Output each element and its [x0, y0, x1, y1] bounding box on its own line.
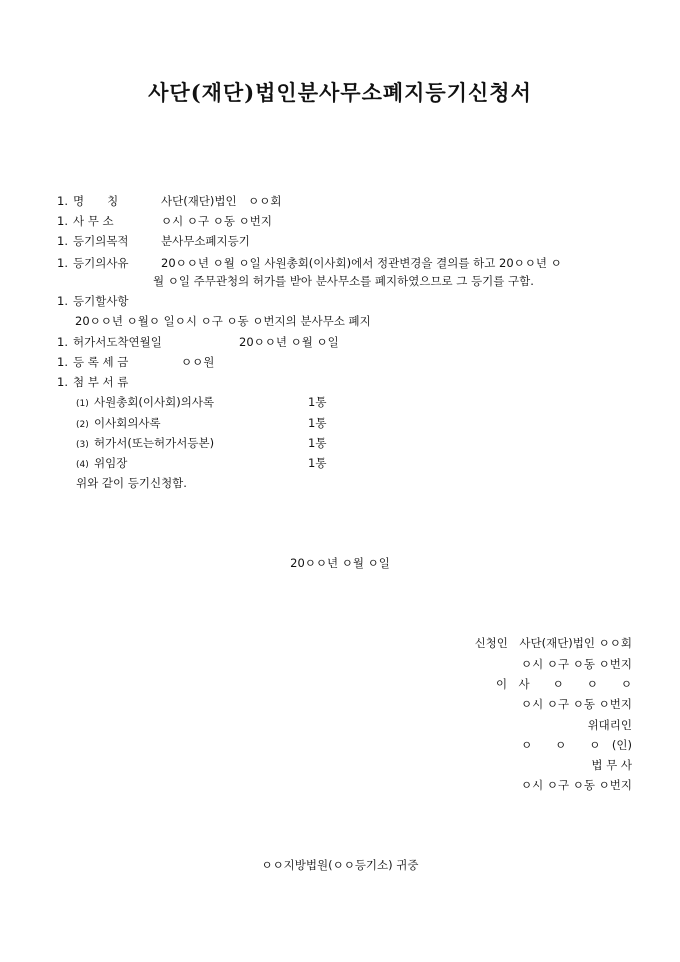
- item-reason: [57, 256, 562, 270]
- item-office: [57, 214, 272, 228]
- item-permit-date: [57, 335, 339, 349]
- item-label: 사 무 소: [73, 214, 114, 228]
- attachment-row: [76, 416, 326, 432]
- item-value: 사단(재단)법인 ㅇㅇ회: [161, 194, 282, 208]
- item-number: 1.: [57, 294, 68, 308]
- attachment-count: 1통: [308, 416, 327, 430]
- item-purpose: [57, 234, 250, 248]
- director-line: 이 사 ㅇ ㅇ ㅇ: [495, 677, 632, 691]
- item-value: ㅇㅇ원: [181, 355, 215, 369]
- item-number: 1.: [57, 214, 68, 228]
- item-label: 명 칭: [73, 194, 119, 208]
- attachment-row: [76, 436, 326, 452]
- item-tax: [57, 355, 214, 369]
- item-label: 등 록 세 금: [73, 355, 129, 369]
- item-number: 1.: [57, 234, 68, 248]
- attachment-no: (2): [76, 420, 89, 430]
- attachment-name: 사원총회(이사회)의사록: [94, 395, 215, 409]
- attachment-name: 위임장: [94, 456, 128, 470]
- item-label: 등기의사유: [73, 256, 129, 270]
- item-label: 허가서도착연월일: [73, 335, 162, 349]
- applicant-line: 신청인 사단(재단)법인 ㅇㅇ회: [474, 636, 632, 650]
- attachment-count: 1통: [308, 456, 327, 470]
- item-number: 1.: [57, 256, 68, 270]
- item-value: 20ㅇㅇ년 ㅇ월 ㅇ일: [239, 335, 339, 349]
- closing-text: 위와 같이 등기신청함.: [76, 476, 187, 490]
- applicant-address: ㅇ시 ㅇ구 ㅇ동 ㅇ번지: [521, 657, 632, 671]
- application-date: 20ㅇㅇ년 ㅇ월 ㅇ일: [290, 556, 390, 570]
- lawyer-label: 법 무 사: [591, 758, 632, 772]
- item-label: 등기할사항: [73, 294, 129, 308]
- item-number: 1.: [57, 375, 68, 389]
- item-label: 등기의목적: [73, 234, 129, 248]
- item-number: 1.: [57, 335, 68, 349]
- attachment-count: 1통: [308, 436, 327, 450]
- attachment-no: (4): [76, 460, 89, 470]
- item-label: 첨 부 서 류: [73, 375, 129, 389]
- item-value-line1: 20ㅇㅇ년 ㅇ월 ㅇ일 사원총회(이사회)에서 정관변경을 결의를 하고 20ㅇㅇ년 ㅇ: [161, 256, 562, 270]
- attachment-no: (1): [76, 399, 89, 409]
- agent-seal-line: ㅇ ㅇ ㅇ (인): [521, 738, 632, 752]
- attachment-no: (3): [76, 440, 89, 450]
- item-number: 1.: [57, 355, 68, 369]
- item-name: [57, 194, 281, 208]
- attachment-row: [76, 456, 326, 472]
- attachment-count: 1통: [308, 395, 327, 409]
- attachment-row: [76, 395, 326, 411]
- item-matters: [57, 294, 129, 308]
- agent-label: 위대리인: [587, 718, 632, 732]
- attachment-name: 허가서(또는허가서등본): [94, 436, 215, 450]
- item-attachments: [57, 375, 128, 389]
- item-reason-line2: 월 ㅇ일 주무관청의 허가를 받아 분사무소를 폐지하였으므로 그 등기를 구함.: [153, 274, 534, 288]
- item-matters-value: 20ㅇㅇ년 ㅇ월ㅇ 일ㅇ시 ㅇ구 ㅇ동 ㅇ번지의 분사무소 폐지: [75, 314, 371, 328]
- item-value: 분사무소폐지등기: [161, 234, 250, 248]
- lawyer-address: ㅇ시 ㅇ구 ㅇ동 ㅇ번지: [521, 778, 632, 792]
- document-title: 사단(재단)법인분사무소폐지등기신청서: [148, 80, 532, 105]
- court-addressee: ㅇㅇ지방법원(ㅇㅇ등기소) 귀중: [261, 858, 419, 872]
- item-value: ㅇ시 ㅇ구 ㅇ동 ㅇ번지: [161, 214, 272, 228]
- attachment-name: 이사회의사록: [94, 416, 161, 430]
- director-address: ㅇ시 ㅇ구 ㅇ동 ㅇ번지: [521, 697, 632, 711]
- item-number: 1.: [57, 194, 68, 208]
